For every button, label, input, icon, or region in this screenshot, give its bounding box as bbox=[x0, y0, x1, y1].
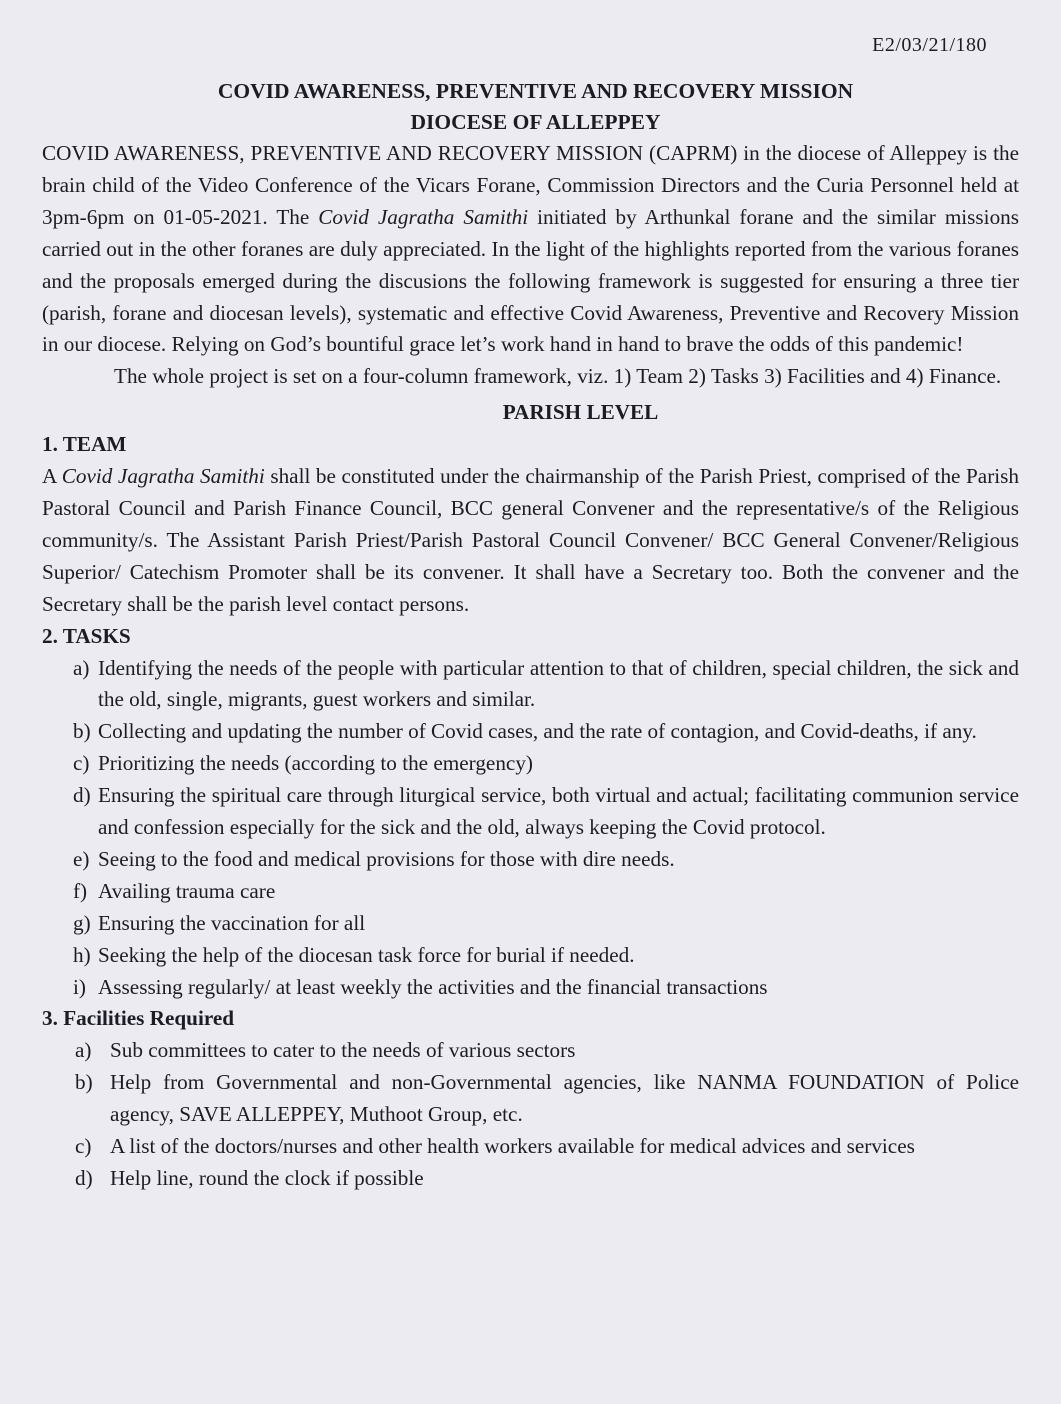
list-item: h) Seeking the help of the diocesan task force for burial if needed. bbox=[73, 940, 1019, 972]
reference-number: E2/03/21/180 bbox=[872, 34, 987, 56]
item-marker: h) bbox=[73, 942, 91, 967]
list-item: b) Help from Governmental and non-Governmental agencies, like NANMA FOUNDATION of Police agency, SAVE ALLEPPEY, Muthoot Group, etc. bbox=[75, 1067, 1019, 1131]
item-marker: g) bbox=[73, 910, 91, 935]
item-marker: b) bbox=[75, 1070, 93, 1095]
item-marker: d) bbox=[73, 783, 91, 808]
list-item: d) Help line, round the clock if possible bbox=[75, 1163, 1019, 1195]
list-item: c) Prioritizing the needs (according to the emergency) bbox=[73, 748, 1019, 780]
item-marker: a) bbox=[75, 1038, 92, 1063]
item-marker: c) bbox=[73, 751, 90, 776]
item-marker: f) bbox=[73, 878, 88, 903]
facilities-heading: 3. Facilities Required bbox=[42, 1006, 235, 1031]
samithi-name: Covid Jagratha Samithi bbox=[61, 464, 265, 489]
samithi-name: Covid Jagratha Samithi bbox=[318, 204, 529, 229]
framework-paragraph: The whole project is set on a four-column framework, viz. 1) Team 2) Tasks 3) Facilities and 4) Finance. bbox=[114, 364, 1002, 389]
facilities-list bbox=[42, 1035, 1019, 1195]
list-item: c) A list of the doctors/nurses and other health workers available for medical advices and services bbox=[75, 1131, 1019, 1163]
list-item: d) Ensuring the spiritual care through liturgical service, both virtual and actual; facilitating communion service and confession especially for the sick and the old, always keeping the Covid protocol. bbox=[73, 780, 1019, 844]
list-item: g) Ensuring the vaccination for all bbox=[73, 908, 1019, 940]
list-item: e) Seeing to the food and medical provisions for those with dire needs. bbox=[73, 844, 1019, 876]
item-marker: c) bbox=[75, 1134, 92, 1159]
item-marker: a) bbox=[73, 655, 90, 680]
team-paragraph: A Covid Jagratha Samithi shall be constituted under the chairmanship of the Parish Priest, comprised of the Parish Pastoral Council and Parish Finance Council, BCC general Convener and the representative/s of the Religious community/s. The Assistant Parish Priest/Parish Pastoral Council Convener/ BCC General Convener/Religious Superior/ Catechism Promoter shall be its convener. It shall have a Secretary too. Both the convener and the Secretary shall be the parish level contact persons. bbox=[42, 464, 1019, 616]
list-item: b) Collecting and updating the number of Covid cases, and the rate of contagion, and Covid-deaths, if any. bbox=[73, 716, 1019, 748]
list-item: a) Sub committees to cater to the needs of various sectors bbox=[75, 1035, 1019, 1067]
list-item: i) Assessing regularly/ at least weekly the activities and the financial transactions bbox=[73, 972, 1019, 1004]
team-heading: 1. TEAM bbox=[42, 432, 127, 457]
list-item: a) Identifying the needs of the people with particular attention to that of children, special children, the sick and the old, single, migrants, guest workers and similar. bbox=[73, 653, 1019, 717]
item-marker: i) bbox=[73, 974, 86, 999]
item-marker: b) bbox=[73, 719, 91, 744]
intro-paragraph: COVID AWARENESS, PREVENTIVE AND RECOVERY MISSION (CAPRM) in the diocese of Alleppey is the brain child of the Video Conference of the Vicars Forane, Commission Directors and the Curia Personnel held at 3pm-6pm on 01-05-2021. The Covid Jagratha Samithi initiated by Arthunkal forane and the similar missions carried out in the other foranes are duly appreciated. In the light of the highlights reported from the various foranes and the proposals emerged during the discusions the following framework is suggested for ensuring a three tier (parish, forane and diocesan levels), systematic and effective Covid Awareness, Preventive and Recovery Mission in our diocese. Relying on God’s bountiful grace let’s work hand in hand to brave the odds of this pandemic! bbox=[42, 141, 1019, 357]
document-title: COVID AWARENESS, PREVENTIVE AND RECOVERY MISSION bbox=[217, 79, 854, 103]
parish-level-heading: PARISH LEVEL bbox=[502, 400, 659, 425]
item-marker: e) bbox=[73, 846, 90, 871]
document-subtitle: DIOCESE OF ALLEPPEY bbox=[410, 110, 661, 134]
tasks-heading: 2. TASKS bbox=[42, 623, 131, 648]
tasks-list bbox=[42, 653, 1019, 1004]
list-item: f) Availing trauma care bbox=[73, 876, 1019, 908]
item-marker: d) bbox=[75, 1166, 93, 1190]
